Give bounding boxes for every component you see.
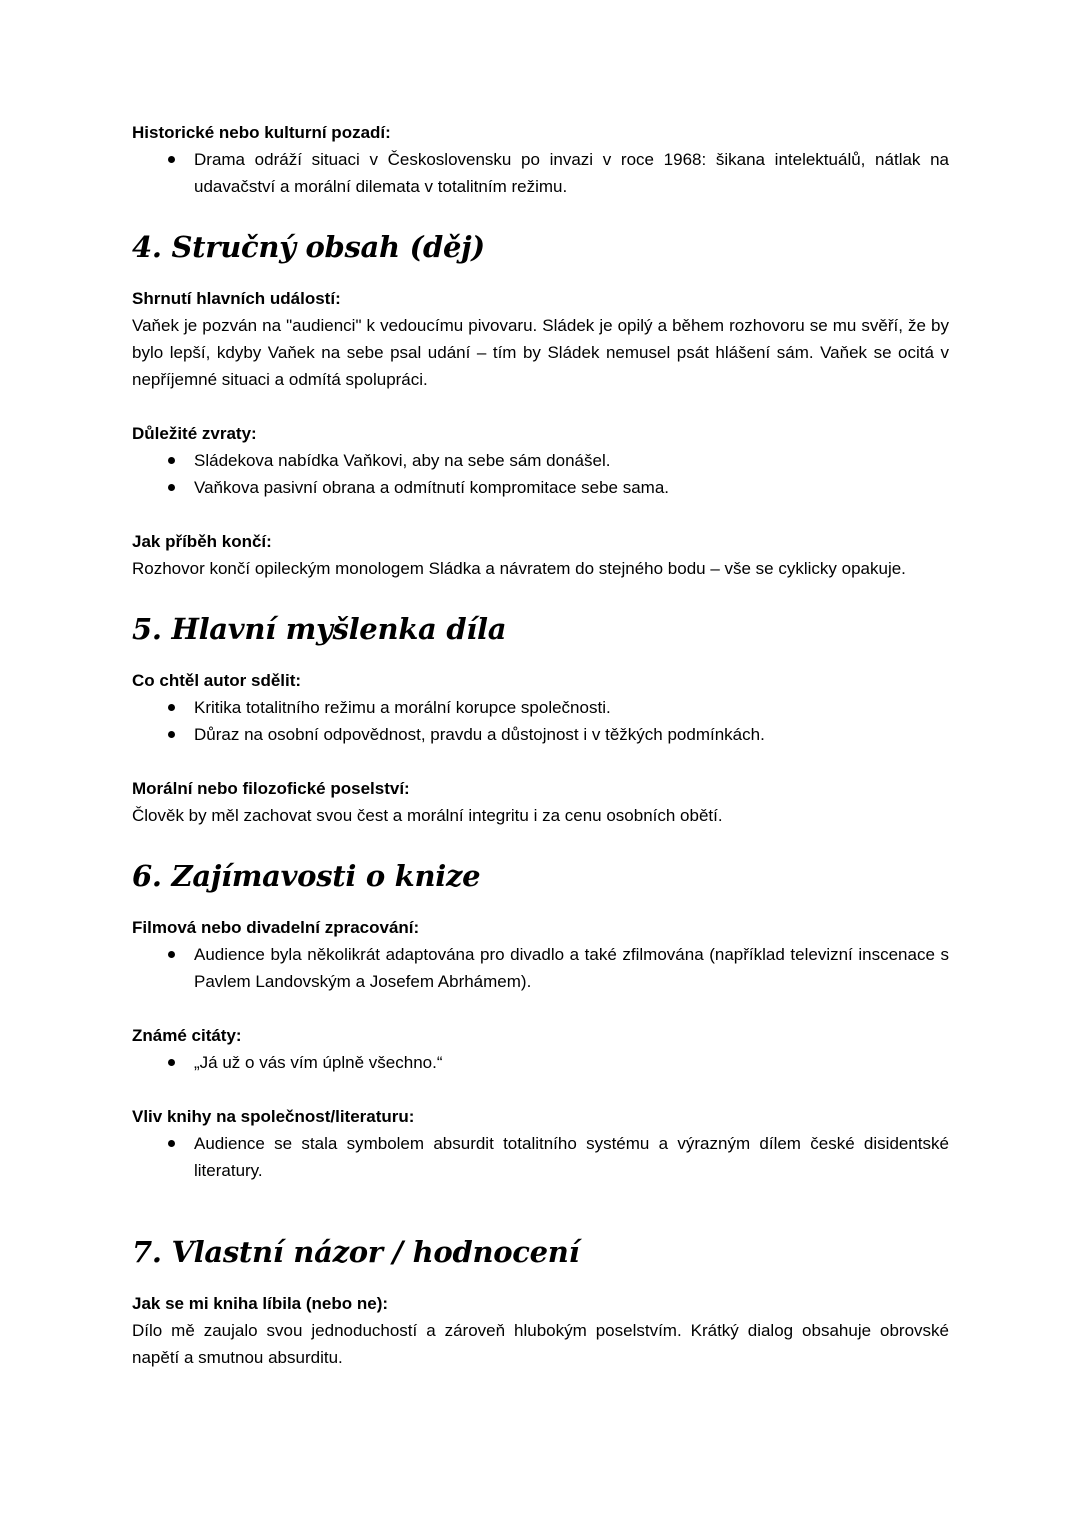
bullet-icon — [168, 1059, 175, 1066]
section-author-message — [132, 667, 949, 748]
paragraph: Rozhovor končí opileckým monologem Sládka a návratem do stejného bodu – vše se cyklicky opakuje. — [132, 559, 906, 578]
section-personal-opinion — [132, 1290, 949, 1371]
bullet-list — [132, 1130, 949, 1184]
section-label: Filmová nebo divadelní zpracování: — [132, 918, 420, 937]
bullet-text: Drama odráží situaci v Československu po invazi v roce 1968: šikana intelektuálů, nátlak na udavačství a morální dilemata v totalitním režimu. — [194, 150, 949, 196]
section-label: Shrnutí hlavních událostí: — [132, 289, 341, 308]
bullet-text: Sládekova nabídka Vaňkovi, aby na sebe sám donášel. — [194, 451, 611, 470]
bullet-icon — [168, 156, 175, 163]
section-label: Důležité zvraty: — [132, 424, 257, 443]
section-label: Vliv knihy na společnost/literaturu: — [132, 1107, 415, 1126]
section-famous-quotes — [132, 1022, 949, 1076]
section-heading-7: 7. Vlastní názor / hodnocení — [132, 1235, 580, 1269]
bullet-text: Kritika totalitního režimu a morální korupce společnosti. — [194, 698, 611, 717]
section-moral-message — [132, 775, 949, 829]
bullet-icon — [168, 704, 175, 711]
bullet-text: Vaňkova pasivní obrana a odmítnutí kompromitace sebe sama. — [194, 478, 669, 497]
list-item — [132, 1130, 949, 1184]
section-heading-4: 4. Stručný obsah (děj) — [132, 230, 485, 264]
section-label: Jak se mi kniha líbila (nebo ne): — [132, 1294, 389, 1313]
list-item — [132, 941, 949, 995]
bullet-text: „Já už o vás vím úplně všechno.“ — [194, 1053, 443, 1072]
bullet-list — [132, 447, 949, 501]
section-heading-5: 5. Hlavní myšlenka díla — [132, 612, 507, 646]
bullet-text: Audience byla několikrát adaptována pro divadlo a také zfilmována (například televizní inscenace s Pavlem Landovským a Josefem Abrhámem). — [194, 945, 949, 991]
section-label: Jak příběh končí: — [132, 532, 272, 551]
bullet-text: Audience se stala symbolem absurdit totalitního systému a výrazným dílem české disidentské literatury. — [194, 1134, 949, 1180]
list-item — [132, 447, 949, 474]
list-item — [132, 721, 949, 748]
section-heading-6: 6. Zajímavosti o knize — [132, 859, 481, 893]
bullet-text: Důraz na osobní odpovědnost, pravdu a důstojnost i v těžkých podmínkách. — [194, 725, 765, 744]
section-label: Historické nebo kulturní pozadí: — [132, 123, 391, 142]
list-item — [132, 1049, 949, 1076]
paragraph: Člověk by měl zachovat svou čest a morální integritu i za cenu osobních obětí. — [132, 806, 723, 825]
section-adaptations — [132, 914, 949, 995]
section-historical-background — [132, 119, 949, 200]
section-label: Co chtěl autor sdělit: — [132, 671, 302, 690]
list-item — [132, 694, 949, 721]
bullet-icon — [168, 1140, 175, 1147]
paragraph: Dílo mě zaujalo svou jednoduchostí a zároveň hlubokým poselstvím. Krátký dialog obsahuje obrovské napětí a smutnou absurditu. — [132, 1321, 949, 1367]
bullet-list — [132, 1049, 949, 1076]
list-item — [132, 146, 949, 200]
bullet-list — [132, 941, 949, 995]
list-item — [132, 474, 949, 501]
bullet-icon — [168, 484, 175, 491]
bullet-list — [132, 694, 949, 748]
bullet-list — [132, 146, 949, 200]
section-book-influence — [132, 1103, 949, 1184]
bullet-icon — [168, 951, 175, 958]
section-story-ending — [132, 528, 949, 582]
section-label: Morální nebo filozofické poselství: — [132, 779, 410, 798]
section-label: Známé citáty: — [132, 1026, 242, 1045]
paragraph: Vaňek je pozván na "audienci" k vedoucímu pivovaru. Sládek je opilý a během rozhovoru se mu svěří, že by bylo lepší, kdyby Vaňek na sebe psal udání – tím by Sládek nemusel psát hlášení sám. Vaňek se ocitá v nepříjemné situaci a odmítá spolupráci. — [132, 316, 949, 389]
bullet-icon — [168, 731, 175, 738]
bullet-icon — [168, 457, 175, 464]
section-plot-summary — [132, 285, 949, 393]
section-important-twists — [132, 420, 949, 501]
